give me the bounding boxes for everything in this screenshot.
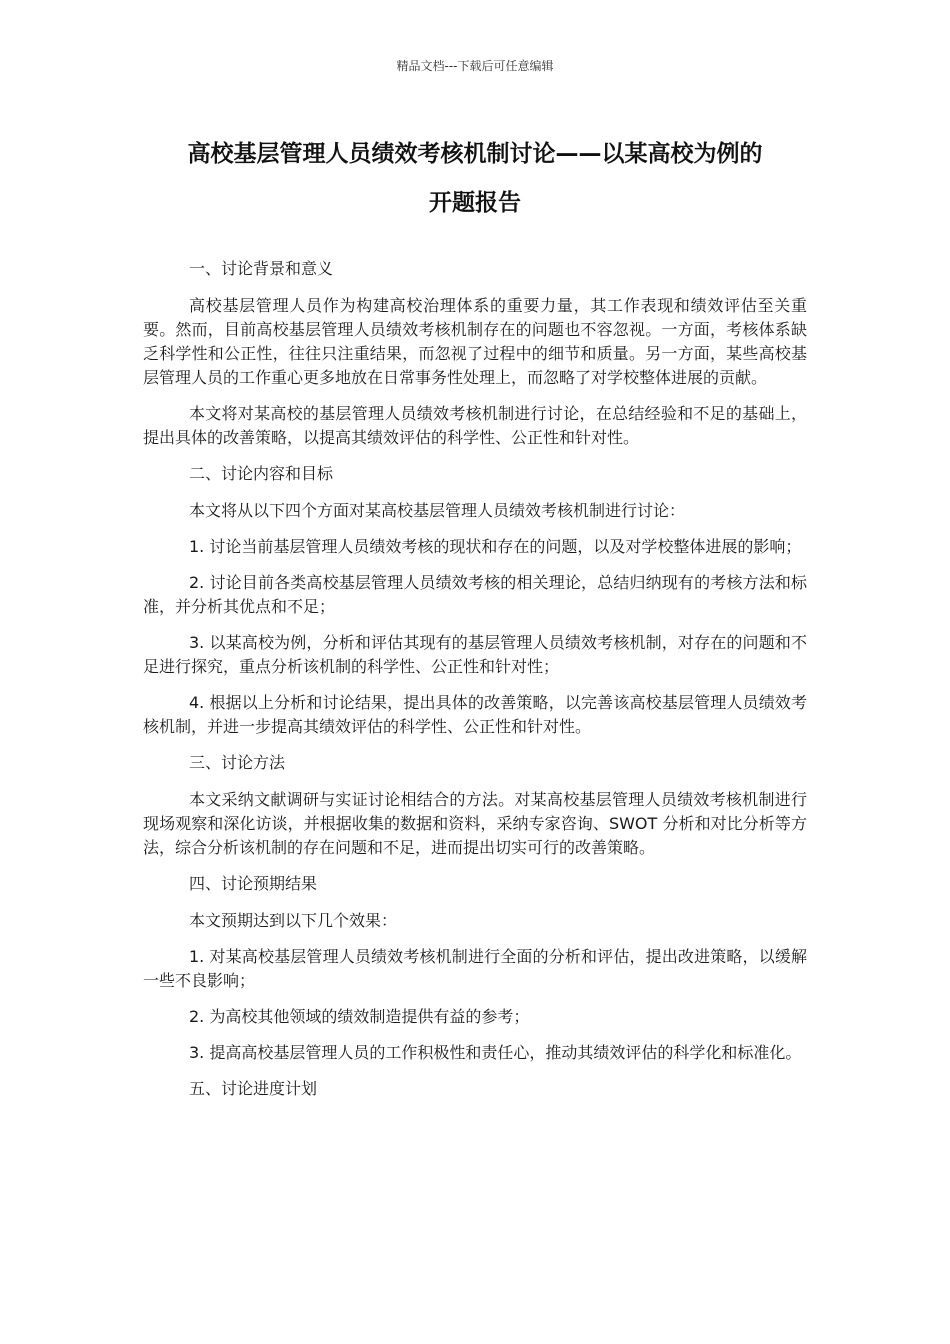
section-heading-4: 四、讨论预期结果 <box>189 874 318 893</box>
section-heading-2: 二、讨论内容和目标 <box>189 464 334 483</box>
paragraph: 本文将从以下四个方面对某高校基层管理人员绩效考核机制进行讨论： <box>189 501 686 520</box>
list-item: 3. 提高高校基层管理人员的工作积极性和责任心，推动其绩效评估的科学化和标准化。 <box>189 1043 802 1062</box>
section-heading-1: 一、讨论背景和意义 <box>189 259 334 278</box>
list-item: 4. 根据以上分析和讨论结果，提出具体的改善策略，以完善该高校基层管理人员绩效考核机制，并进一步提高其绩效评估的科学性、公正性和针对性。 <box>143 693 807 736</box>
header-note: 精品文档---下载后可任意编辑 <box>396 59 554 73</box>
list-item: 2. 讨论目前各类高校基层管理人员绩效考核的相关理论，总结归纳现有的考核方法和标准，并分析其优点和不足； <box>143 573 807 616</box>
list-item: 2. 为高校其他领域的绩效制造提供有益的参考； <box>189 1007 530 1026</box>
document-body <box>143 257 807 1114</box>
title-line-1: 高校基层管理人员绩效考核机制讨论——以某高校为例的 <box>187 141 763 167</box>
section-heading-3: 三、讨论方法 <box>189 753 286 772</box>
section-heading-5: 五、讨论进度计划 <box>189 1079 318 1098</box>
paragraph: 本文采纳文献调研与实证讨论相结合的方法。对某高校基层管理人员绩效考核机制进行现场观察和深化访谈，并根据收集的数据和资料，采纳专家咨询、SWOT 分析和对比分析等方法，综合分析该机制的存在问题和不足，进而提出切实可行的改善策略。 <box>143 790 807 857</box>
paragraph: 本文将对某高校的基层管理人员绩效考核机制进行讨论，在总结经验和不足的基础上，提出具体的改善策略，以提高其绩效评估的科学性、公正性和针对性。 <box>143 404 807 447</box>
title-line-2: 开题报告 <box>429 190 521 216</box>
list-item: 1. 讨论当前基层管理人员绩效考核的现状和存在的问题，以及对学校整体进展的影响； <box>189 537 802 556</box>
document-title <box>130 130 820 228</box>
paragraph: 本文预期达到以下几个效果： <box>189 911 398 930</box>
paragraph: 高校基层管理人员作为构建高校治理体系的重要力量，其工作表现和绩效评估至关重要。然而，目前高校基层管理人员绩效考核机制存在的问题也不容忽视。一方面，考核体系缺乏科学性和公正性，往往只注重结果，而忽视了过程中的细节和质量。另一方面，某些高校基层管理人员的工作重心更多地放在日常事务性处理上，而忽略了对学校整体进展的贡献。 <box>143 296 807 387</box>
list-item: 1. 对某高校基层管理人员绩效考核机制进行全面的分析和评估，提出改进策略，以缓解一些不良影响； <box>143 947 807 990</box>
list-item: 3. 以某高校为例，分析和评估其现有的基层管理人员绩效考核机制，对存在的问题和不足进行探究，重点分析该机制的科学性、公正性和针对性； <box>143 633 807 676</box>
